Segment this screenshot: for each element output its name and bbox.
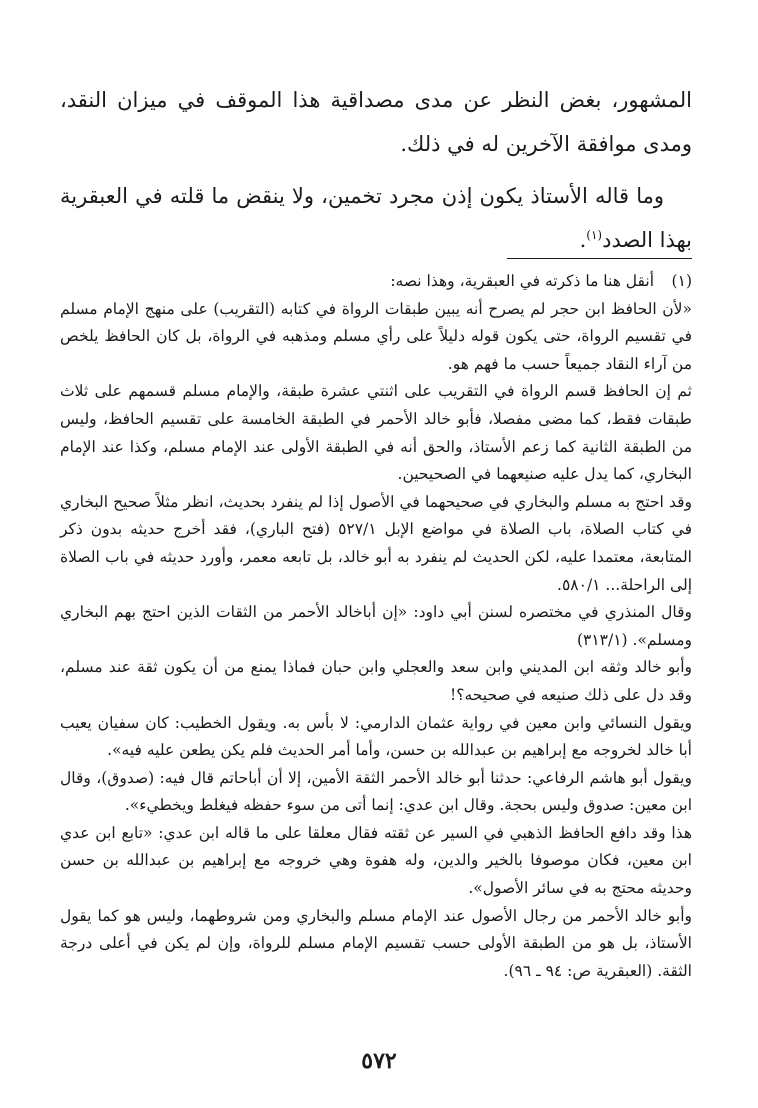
body-paragraph-2-text: وما قاله الأستاذ يكون إذن مجرد تخمين، ولا ينقض ما قلته في العبقرية بهذا الصدد — [60, 184, 692, 252]
footnote-paragraph: وقد احتج به مسلم والبخاري في صحيحهما في الأصول إذا لم ينفرد بحديث، انظر مثلاً صحيح البخاري في كتاب الصلاة، باب الصلاة في مواضع الإبل ٥٢٧/١ (فتح الباري)، فقد أخرج حديثه بدون ذكر المتابعة، معتمدا عليه، لكن الحديث لم ينفرد به أبو خالد، بل تابعه معمر، وأورد حديثه في باب الصلاة إلى الراحلة... ٥٨٠/١. — [60, 492, 692, 594]
footnote-paragraph: وأبو خالد وثقه ابن المديني وابن سعد والعجلي وابن حبان فماذا يمنع من أن يكون ثقة عند مسلم، وقد دل على ذلك صنيعه في صحيحه؟! — [60, 658, 692, 704]
footnote-separator — [507, 258, 692, 259]
body-paragraph-1: المشهور، بغض النظر عن مدى مصداقية هذا الموقف في ميزان النقد، ومدى موافقة الآخرين له في ذلك. — [60, 88, 692, 156]
footnote-paragraph: هذا وقد دافع الحافظ الذهبي في السير عن ثقته فقال معلقا على ما قاله ابن عدي: «تابع ابن عدي ابن معين، فكان موصوفا بالخير والدين، وله هفوة وهي خروجه مع إبراهيم بن عبدالله بن حسن وحديثه محتج به في سائر الأصول». — [60, 823, 692, 898]
footnote-intro: أنقل هنا ما ذكرته في العبقرية، وهذا نصه: — [390, 272, 654, 290]
footnote-paragraph: ويقول أبو هاشم الرفاعي: حدثنا أبو خالد الأحمر الثقة الأمين، إلا أن أباحاتم قال فيه: (صدوق)، وقال ابن معين: صدوق وليس بحجة. وقال ابن عدي: إنما أتى من سوء حفظه فيغلط ويخطيء». — [60, 768, 692, 815]
footnotes — [60, 268, 692, 985]
main-text — [60, 78, 692, 262]
footnote-paragraph: «لأن الحافظ ابن حجر لم يصرح أنه يبين طبقات الرواة في كتابه (التقريب) على منهج الإمام مسلم في تقسيم الرواة، حتى يكون قوله دليلاً على رأي مسلم ومذهبه في الرواة، بل كان الحافظ يلخص من آراء النقاد جميعاً حسب ما فهم هو. — [60, 299, 692, 373]
footnote-paragraph: وأبو خالد الأحمر من رجال الأصول عند الإمام مسلم والبخاري ومن شروطهما، وليس هو كما يقول الأستاذ، بل هو من الطبقة الأولى حسب تقسيم الإمام مسلم للرواة، وإن لم يكن في أعلى درجة الثقة. (العبقرية ص: ٩٤ ـ ٩٦). — [60, 906, 692, 980]
footnote-paragraph: ويقول النسائي وابن معين في رواية عثمان الدارمي: لا بأس به. ويقول الخطيب: كان سفيان يعيب أبا خالد لخروجه مع إبراهيم بن عبدالله بن حسن، وأما أمر الحديث فلم يكن يطعن عليه فيه». — [60, 713, 692, 760]
footnote-header — [60, 268, 692, 296]
page-number: ٥٧٢ — [361, 1048, 397, 1074]
body-paragraph-2: وما قاله الأستاذ يكون إذن مجرد تخمين، ولا ينقض ما قلته في العبقرية بهذا الصدد$^{(١)}$. — [60, 184, 692, 252]
footnote-paragraph: وقال المنذري في مختصره لسنن أبي داود: «إن أباخالد الأحمر من الثقات الذين احتج بهم البخاري ومسلم». (٣١٣/١) — [60, 603, 692, 649]
footnote-paragraph: ثم إن الحافظ قسم الرواة في التقريب على اثنتي عشرة طبقة، والإمام مسلم قسمهم على ثلاث طبقات فقط، كما مضى مفصلا، فأبو خالد الأحمر في الطبقة الخامسة على تقسيم الحافظ، وليس من الطبقة الثانية كما زعم الأستاذ، والحق أنه في الطبقة الأولى عند الإمام مسلم، وكذا عند الإمام البخاري، كما يدل عليه صنيعهما في الصحيحين. — [60, 382, 692, 484]
footnote-number: (١) — [671, 272, 692, 290]
footnote-reference: (١) — [586, 228, 603, 242]
